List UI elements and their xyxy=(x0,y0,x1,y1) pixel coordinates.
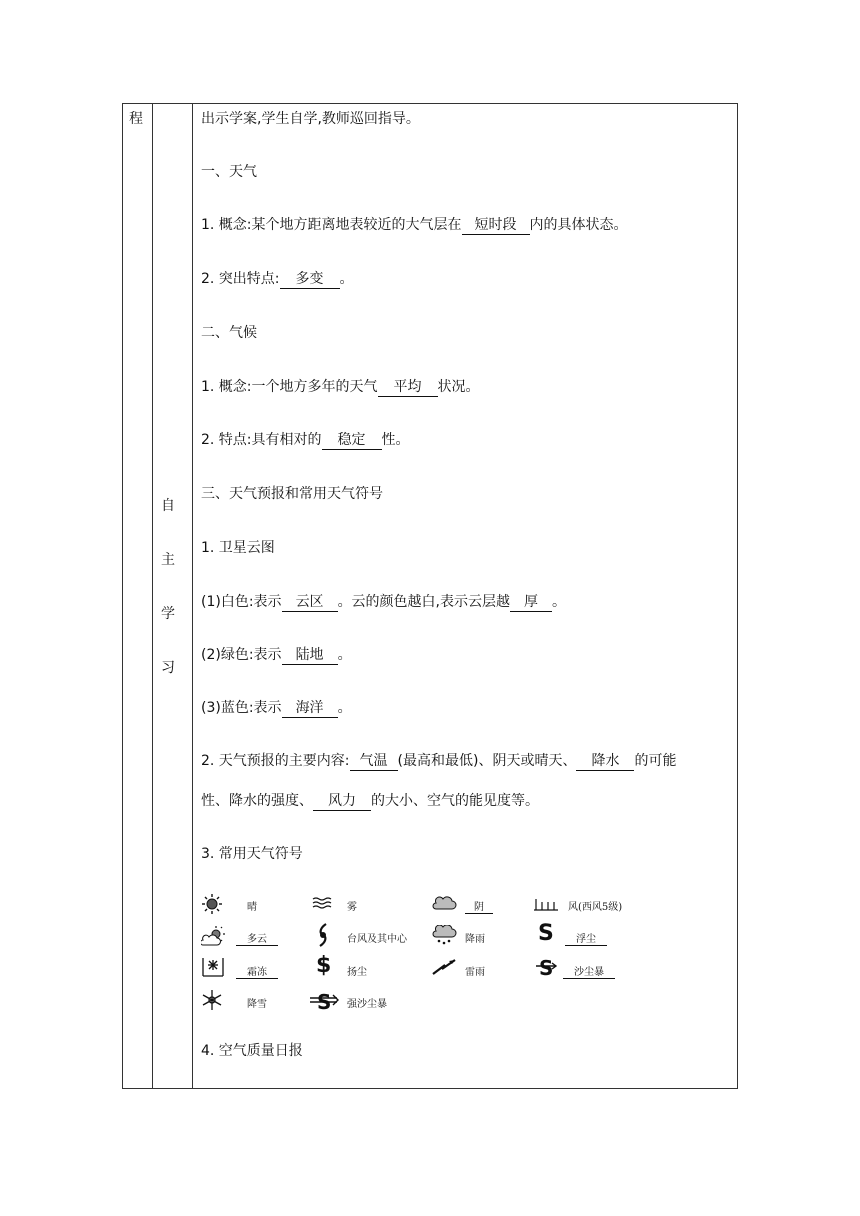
answer-blank: 海洋 xyxy=(282,699,338,718)
text-suffix: 。 xyxy=(339,271,354,287)
text-prefix: 2. 天气预报的主要内容: xyxy=(201,753,350,769)
side-label-char-3: 学 xyxy=(161,606,175,622)
section2-item1 xyxy=(201,378,480,397)
text-suffix: 的大小、空气的能见度等。 xyxy=(371,793,539,809)
strong-sandstorm-icon xyxy=(309,989,339,1013)
text-prefix: 性、降水的强度、 xyxy=(201,793,313,809)
snowflake-icon xyxy=(201,989,223,1011)
blowing-dust-icon: $ xyxy=(316,953,332,978)
thunderstorm-icon xyxy=(431,958,457,976)
fog-icon xyxy=(312,896,336,910)
text-suffix: 状况。 xyxy=(437,379,480,395)
symbol-label-snow: 降雪 xyxy=(247,999,267,1010)
text-prefix: 1. 概念:一个地方多年的天气 xyxy=(201,379,378,395)
text-suffix: 。 xyxy=(337,647,352,663)
table-left-border xyxy=(122,103,123,1089)
symbol-label-frost: 霜冻 xyxy=(236,963,278,979)
answer-blank: 多变 xyxy=(280,270,340,289)
symbol-label-blowing-dust: 扬尘 xyxy=(347,967,367,978)
side-label-char-1: 自 xyxy=(161,498,175,514)
table-bottom-border xyxy=(122,1088,738,1089)
sandstorm-icon xyxy=(535,955,557,979)
section1-heading: 一、天气 xyxy=(201,164,257,180)
answer-blank-1: 气温 xyxy=(350,752,398,771)
text-suffix: 。 xyxy=(337,700,352,716)
answer-blank-2: 降水 xyxy=(576,752,634,771)
cloud-green xyxy=(201,646,352,665)
answer-blank-2: 厚 xyxy=(510,593,552,612)
row-label: 程 xyxy=(129,111,143,127)
rain-cloud-icon xyxy=(431,925,457,945)
answer-blank: 平均 xyxy=(378,378,438,397)
symbol-label-cloudy: 多云 xyxy=(236,930,278,946)
text-prefix: 2. 特点:具有相对的 xyxy=(201,432,322,448)
symbol-label-overcast: 阴 xyxy=(465,898,493,914)
overcast-cloud-icon xyxy=(431,895,457,911)
frost-icon xyxy=(201,956,225,978)
svg-text:S: S xyxy=(317,990,332,1013)
wind-icon xyxy=(533,896,559,912)
text-prefix: 2. 突出特点: xyxy=(201,271,280,287)
symbol-label-floating-dust: 浮尘 xyxy=(565,930,607,946)
side-label-char-2: 主 xyxy=(161,552,175,568)
symbol-label-fog: 雾 xyxy=(347,902,357,913)
cloud-white xyxy=(201,593,566,612)
answer-blank: 陆地 xyxy=(282,646,338,665)
section3-heading: 三、天气预报和常用天气符号 xyxy=(201,486,383,502)
section2-heading: 二、气候 xyxy=(201,325,257,341)
floating-dust-icon: S xyxy=(538,921,554,946)
section1-item1 xyxy=(201,216,628,235)
answer-blank: 短时段 xyxy=(462,216,530,235)
sun-icon xyxy=(201,893,223,915)
svg-text:S: S xyxy=(539,956,554,979)
symbol-label-strong-sandstorm: 强沙尘暴 xyxy=(347,999,387,1010)
forecast-line1 xyxy=(201,752,676,771)
answer-blank-3: 风力 xyxy=(313,792,371,811)
symbol-label-sandstorm: 沙尘暴 xyxy=(563,963,615,979)
intro-text: 出示学案,学生自学,教师巡回指导。 xyxy=(201,111,420,127)
section3-sub1: 1. 卫星云图 xyxy=(201,540,275,556)
section2-item2 xyxy=(201,431,410,450)
section1-item2 xyxy=(201,270,354,289)
answer-blank: 稳定 xyxy=(322,431,382,450)
partly-cloudy-icon xyxy=(201,925,227,947)
text-mid: 。云的颜色越白,表示云层越 xyxy=(337,594,511,610)
symbol-label-wind: 风(西风5级) xyxy=(568,902,623,913)
text-suffix: 内的具体状态。 xyxy=(529,217,628,233)
text-mid-1: (最高和最低)、阴天或晴天、 xyxy=(397,753,577,769)
text-prefix: (3)蓝色:表示 xyxy=(201,700,282,716)
typhoon-icon xyxy=(316,923,330,947)
answer-blank: 云区 xyxy=(282,593,338,612)
symbol-label-rain: 降雨 xyxy=(465,934,485,945)
table-right-border xyxy=(737,103,738,1089)
table-col-divider-1 xyxy=(152,103,153,1089)
text-prefix: (2)绿色:表示 xyxy=(201,647,282,663)
table-col-divider-2 xyxy=(192,103,193,1089)
text-suffix: 性。 xyxy=(381,432,410,448)
section3-sub4: 4. 空气质量日报 xyxy=(201,1043,303,1059)
text-prefix: (1)白色:表示 xyxy=(201,594,282,610)
text-mid-2: 的可能 xyxy=(634,753,677,769)
forecast-line2 xyxy=(201,792,539,811)
symbol-label-thunderstorm: 雷雨 xyxy=(465,967,485,978)
symbol-label-sunny: 晴 xyxy=(247,902,257,913)
section3-sub3: 3. 常用天气符号 xyxy=(201,846,303,862)
side-label-char-4: 习 xyxy=(161,660,175,676)
text-suffix: 。 xyxy=(552,594,567,610)
cloud-blue xyxy=(201,699,352,718)
text-prefix: 1. 概念:某个地方距离地表较近的大气层在 xyxy=(201,217,462,233)
symbol-label-typhoon: 台风及其中心 xyxy=(347,934,407,945)
table-top-border xyxy=(122,103,738,104)
